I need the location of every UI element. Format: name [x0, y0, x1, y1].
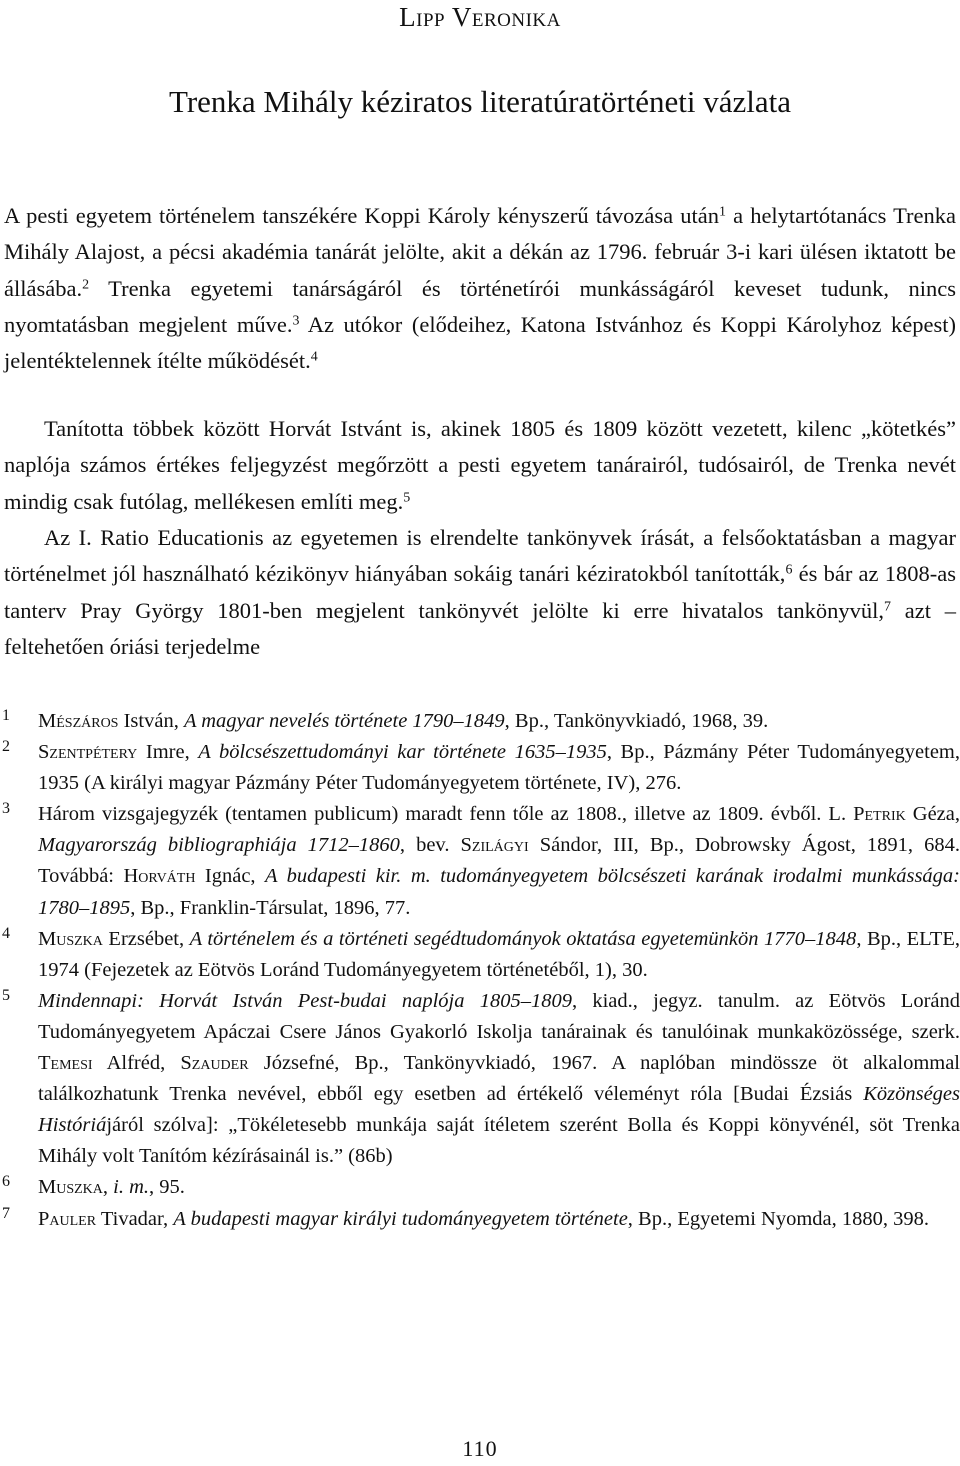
text-run: , bev.	[399, 834, 461, 857]
text-run: , Bp., Tankönyvkiadó, 1968, 39.	[504, 710, 769, 732]
footnote-ref[interactable]: 7	[884, 598, 892, 614]
footnote-4	[0, 924, 960, 986]
text-run: és bár az 1808-as tanterv Pray György 1801-ben megjelent tankönyvét jelölte ki erre hivatalos tankönyvül,	[4, 561, 956, 623]
author-surname: Petrik	[853, 803, 906, 826]
author-surname: Horváth	[123, 865, 196, 888]
work-title: A budapesti kir. m. tudományegyetem bölcsészeti karának irodalmi munkássága: 1780–1895	[38, 865, 960, 919]
text-run: , Bp., ELTE, 1974 (Fejezetek az Eötvös Loránd Tudományegyetem történetéből, 1), 30.	[38, 927, 960, 981]
footnote-1	[0, 706, 960, 737]
work-title: A történelem és a történeti segédtudományok oktatása egyetemünkön 1770–1848	[189, 927, 857, 950]
text-run: azt – feltehetően óriási terjedelme	[4, 597, 956, 659]
text-run: , kiad., jegyz. tanulm. az Eötvös Loránd Tudományegyetem Apáczai Csere János Gyakorló Iskolja tanárainak és tanulóinak munkaközössége, szerk.	[38, 989, 960, 1043]
text-run: Géza,	[905, 803, 960, 826]
author-name: Lipp Veronika	[399, 2, 561, 32]
text-run: Három vizsgajegyzék (tentamen publicum) maradt fenn tőle az 1808., illetve az 1809. évből. L.	[38, 803, 854, 826]
text-run: Trenka egyetemi tanárságáról és történetírói munkásságáról keveset tudunk, nincs nyomtatásban megjelent műve.	[4, 275, 956, 337]
work-title: A budapesti magyar királyi tudományegyetem története	[173, 1207, 628, 1230]
footnote-ref[interactable]: 6	[785, 562, 793, 578]
text-run: A pesti egyetem történelem tanszékére Koppi Károly kényszerű távozása után	[4, 203, 720, 228]
text-run: Az I. Ratio Educationis az egyetemen is elrendelte tankönyvek írását, a felsőoktatásban a magyar történelmet jól használható kézikönyv hiányában sokáig tanári kéziratokból tanították,	[4, 525, 956, 587]
footnote-ref[interactable]: 1	[719, 204, 726, 220]
author-surname: Pauler	[38, 1207, 97, 1230]
work-title: Közönséges Históriá	[38, 1083, 960, 1137]
author-surname: Muszka	[38, 927, 103, 950]
text-run: a helytartótanács Trenka Mihály Alajost, a pécsi akadémia tanárát jelölte, akit a dékán az 1796. február 3-i kari ülésen iktatott be állásába.	[4, 203, 957, 301]
footnote-number: 4	[2, 924, 10, 942]
footnotes-section	[0, 706, 960, 1235]
footnote-number: 1	[2, 707, 10, 724]
footnote-ref[interactable]: 3	[292, 313, 300, 329]
footnote-5	[0, 986, 960, 1173]
text-run: , 95.	[149, 1176, 185, 1199]
footnote-number: 5	[2, 986, 10, 1004]
footnote-7	[0, 1204, 960, 1235]
text-run: Erzsébet,	[102, 927, 190, 950]
body-paragraph-3	[4, 520, 956, 665]
text-run: ,	[102, 1176, 114, 1199]
text-run: Alfréd,	[92, 1052, 181, 1075]
text-run: Sándor, III, Bp., Dobrowsky Ágost, 1891, 684. Továbbá:	[38, 834, 960, 888]
author-surname: Szentpétery	[38, 741, 138, 764]
footnote-6	[0, 1172, 960, 1203]
text-run: Józsefné, Bp., Tankönyvkiadó, 1967. A naplóban mindössze öt alkalommal találkozhatunk Trenka nevével, ebből egy esetben ad értékelő véleményt róla [Budai Ézsiás	[38, 1052, 960, 1106]
text-run: Tivadar,	[96, 1207, 174, 1230]
author-surname: Muszka	[38, 1176, 103, 1199]
text-run: járól szólva]: „Tökéletesebb munkája saját ítéletem szerént Bolla és Koppi könyvénél, söt Trenka Mihály volt Tanítóm kézírásainál is.” (86b)	[38, 1114, 960, 1168]
author-surname: Szauder	[180, 1052, 249, 1075]
author-surname: Mészáros	[38, 710, 119, 732]
page-number: 110	[462, 1436, 498, 1461]
footnote-ref[interactable]: 5	[403, 489, 411, 505]
footnote-ref[interactable]: 2	[82, 276, 90, 292]
work-title: Magyarország bibliographiája 1712–1860	[38, 834, 400, 857]
body-paragraph-2	[4, 411, 956, 520]
footnote-number: 6	[2, 1173, 10, 1191]
text-run: Imre,	[137, 741, 199, 764]
author-surname: Szilágyi	[460, 834, 529, 857]
text-run: , Bp., Franklin-Társulat, 1896, 77.	[130, 896, 411, 919]
work-title: A magyar nevelés története 1790–1849	[183, 710, 505, 732]
text-run: , Bp., Egyetemi Nyomda, 1880, 398.	[627, 1207, 930, 1230]
work-title: Mindennapi: Horvát István Pest-budai naplója 1805–1809	[38, 989, 572, 1012]
footnote-2	[0, 737, 960, 799]
text-run: Az utókor (elődeihez, Katona Istvánhoz és Koppi Károlyhoz képest) jelentéktelennek ítélte működését.	[4, 311, 957, 374]
footnote-3	[0, 799, 960, 923]
article-title: Trenka Mihály kéziratos literatúratörténeti vázlata	[168, 84, 792, 119]
text-run: , Bp., Pázmány Péter Tudományegyetem, 1935 (A királyi magyar Pázmány Péter Tudományegyetem története, IV), 276.	[38, 741, 960, 795]
footnote-number: 2	[2, 738, 10, 756]
footnote-number: 7	[2, 1204, 10, 1222]
abbreviation: i. m.	[113, 1176, 150, 1199]
footnote-ref[interactable]: 4	[310, 349, 318, 365]
work-title: A bölcsészettudományi kar története 1635–1935	[198, 741, 607, 764]
text-run: István,	[118, 710, 184, 732]
text-run: Tanította többek között Horvát Istvánt is, akinek 1805 és 1809 között vezetett, kilenc „kötetkés” naplója számos értékes feljegyzést megőrzött a pesti egyetem tanárairól, tudósairól, de Trenka nevét mindig csak futólag, mellékesen említi meg.	[4, 416, 956, 514]
text-run: Ignác,	[195, 865, 265, 888]
author-surname: Temesi	[38, 1052, 93, 1075]
footnote-number: 3	[2, 800, 10, 818]
body-paragraph-1	[4, 198, 956, 379]
